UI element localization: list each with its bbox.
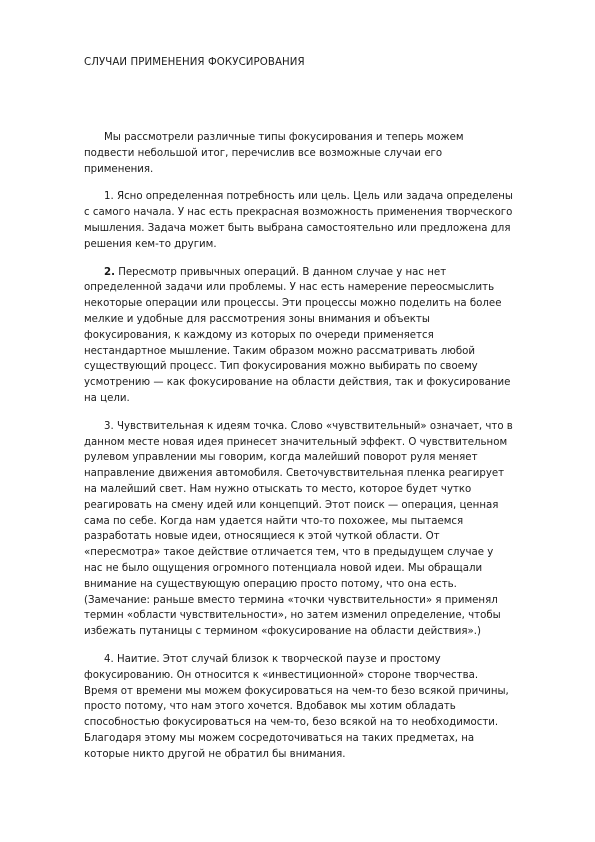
item-text: Наитие. Этот случай близок к творческой паузе и простому фокусированию. Он относится к «инвестиционной» стороне творчества. Время от времени мы можем фокусироваться на чем-то безо всякой причины, просто потому, что нам этого хочется. Вдобавок мы хотим обладать способностью фокусироваться на чем-то, безо всякой на то необходимости. Благодаря этому мы можем сосредоточиваться на таких предметах, на которые никто другой не обратил бы внимания. — [84, 653, 509, 760]
item-number: 1. — [104, 191, 114, 203]
intro-paragraph: Мы рассмотрели различные типы фокусирования и теперь можем подвести небольшой итог, перечислив все возможные случаи его применения. — [84, 132, 464, 175]
item-number: 2. — [104, 266, 115, 278]
list-item — [84, 265, 514, 407]
item-text: Ясно определенная потребность или цель. Цель или задача определены с самого начала. У нас есть прекрасная возможность применения творческого мышления. Задача может быть выбрана самостоятельно или предложена для решения кем-то другим. — [84, 191, 513, 250]
item-number: 4. — [104, 653, 114, 665]
list-item — [84, 419, 514, 640]
list-item — [84, 189, 514, 252]
item-number: 3. — [104, 420, 114, 432]
item-text: Чувствительная к идеям точка. Слово «чувствительный» означает, что в данном месте новая идея принесет значительный эффект. О чувствительном рулевом управлении мы говорим, когда малейший поворот руля меняет направление движения автомобиля. Светочувствительная пленка реагирует на малейший свет. Нам нужно отыскать то место, которое будет чутко реагировать на смену идей или концепций. Этот поиск — операция, ценная сама по себе. Когда нам удается найти что-то похожее, мы пытаемся разработать новые идеи, относящиеся к этой чуткой области. От «пересмотра» такое действие отличается тем, что в предыдущем случае у нас не было ощущения огромного потенциала новой идеи. Мы обращали внимание на существующую операцию просто потому, что она есть. (Замечание: раньше вместо термина «точки чувствительности» я применял термин «области чувствительности», но затем изменил определение, чтобы избежать путаницы с термином «фокусирование на области действия».) — [84, 420, 513, 638]
item-text: Пересмотр привычных операций. В данном случае у нас нет определенной задачи или проблемы. У нас есть намерение переосмыслить некоторые операции или процессы. Эти процессы можно поделить на более мелкие и удобные для рассмотрения зоны внимания и объекты фокусирования, к каждому из которых по очереди применяется нестандартное мышление. Таким образом можно рассматривать любой существующий процесс. Тип фокусирования можно выбирать по своему усмотрению — как фокусирование на области действия, так и фокусирование на цели. — [84, 266, 511, 404]
page-title: СЛУЧАИ ПРИМЕНЕНИЯ ФОКУСИРОВАНИЯ — [84, 57, 305, 68]
document-body — [84, 130, 514, 774]
list-item — [84, 652, 514, 763]
